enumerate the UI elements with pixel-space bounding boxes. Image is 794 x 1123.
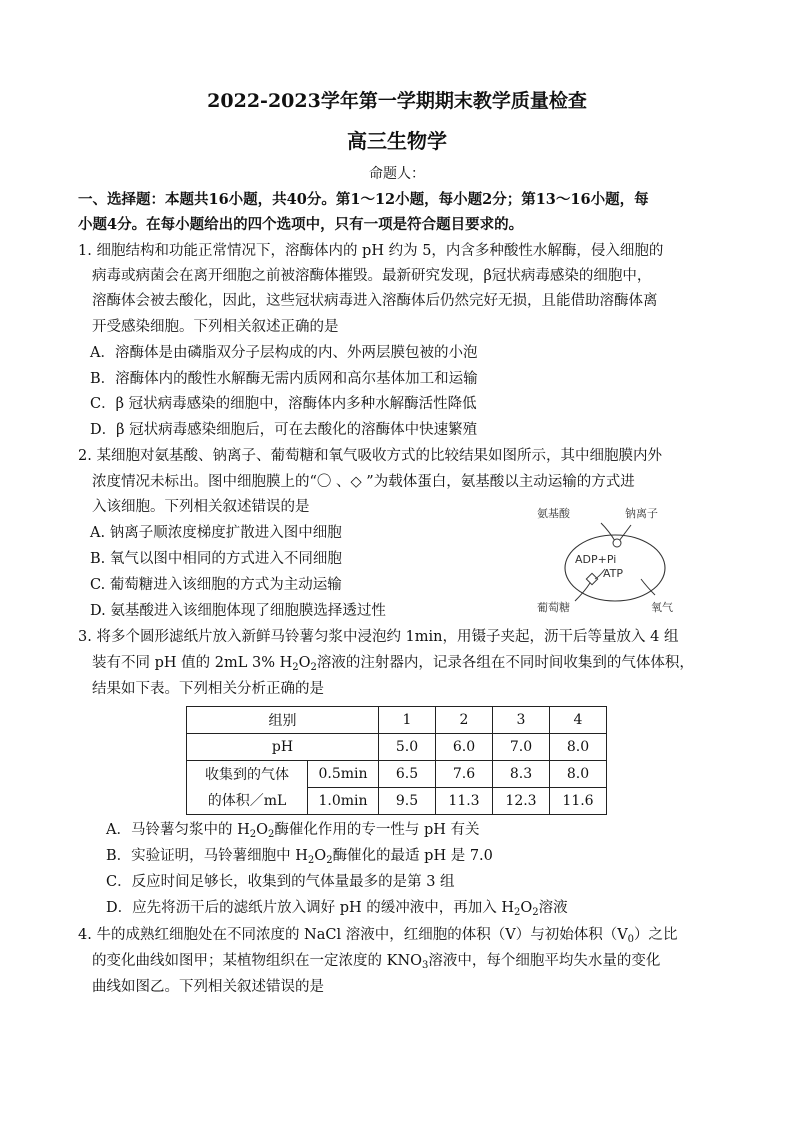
time-cell: 1.0min xyxy=(308,788,379,815)
label-sodium: 钠离子 xyxy=(625,507,658,520)
header-volume xyxy=(187,761,308,815)
q1-option-a: A．溶酶体是由磷脂双分子层构成的内、外两层膜包被的小泡 xyxy=(90,345,478,361)
group-cell: 2 xyxy=(436,707,493,734)
q1-stem-line4: 开受感染细胞。下列相关叙述正确的是 xyxy=(92,319,339,335)
exam-subject: 高三生物学 xyxy=(347,129,447,153)
label-adp: ADP+Pi xyxy=(575,553,617,566)
ph-results-table xyxy=(186,706,607,815)
q3-option-c: C．反应时间足够长，收集到的气体量最多的是第 3 组 xyxy=(106,874,455,890)
time-cell: 0.5min xyxy=(308,761,379,788)
volume-cell: 11.3 xyxy=(436,788,493,815)
q4-l2-post: 溶液中，每个细胞平均失水量的变化 xyxy=(428,953,661,969)
sub: 2 xyxy=(514,907,521,918)
label-oxygen: 氧气 xyxy=(651,601,673,614)
carrier-circle-icon xyxy=(613,539,621,547)
q3-a-pre: A．马铃薯匀浆中的 H xyxy=(106,822,250,838)
section-line-1: 一、选择题：本题共16小题，共40分。第1～12小题，每小题2分；第13～16小题，每 xyxy=(78,191,649,208)
q2-option-b: B. 氧气以图中相同的方式进入不同细胞 xyxy=(90,551,342,567)
sub: 2 xyxy=(532,907,539,918)
volume-cell: 8.0 xyxy=(550,761,607,788)
volume-cell: 12.3 xyxy=(493,788,550,815)
header-volume-line1: 收集到的气体 xyxy=(205,766,289,783)
q4-l1-pre: 4. 牛的成熟红细胞处在不同浓度的 NaCl 溶液中，红细胞的体积（V）与初始体积（V xyxy=(78,927,628,943)
q3-line2-post: 溶液的注射器内，记录各组在不同时间收集到的气体体积， xyxy=(316,655,694,671)
q4-stem-line1 xyxy=(78,925,678,950)
carrier-diamond-icon xyxy=(586,573,597,584)
q2-option-c: C. 葡萄糖进入该细胞的方式为主动运输 xyxy=(90,577,342,593)
q4-l2-sub: 3 xyxy=(422,960,429,971)
label-atp: ATP xyxy=(603,567,624,580)
q1-stem-line3: 溶酶体会被去酸化，因此，这些冠状病毒进入溶酶体后仍然完好无损，且能借助溶酶体离 xyxy=(92,293,658,309)
o: O xyxy=(520,900,533,916)
q1-option-c: C．β 冠状病毒感染的细胞中，溶酶体内多种水解酶活性降低 xyxy=(90,396,477,412)
sodium-arrow xyxy=(619,525,631,541)
q3-line2-sub2: 2 xyxy=(310,662,317,673)
sub: 2 xyxy=(249,829,257,840)
group-cell: 4 xyxy=(550,707,607,734)
q1-option-b: B．溶酶体内的酸性水解酶无需内质网和高尔基体加工和运输 xyxy=(90,371,478,387)
header-volume-line2: 的体积／mL xyxy=(207,792,287,809)
group-cell: 3 xyxy=(493,707,550,734)
q2-option-d: D. 氨基酸进入该细胞体现了细胞膜选择透过性 xyxy=(90,603,386,619)
q4-stem-line2 xyxy=(92,951,660,976)
q4-l1-post: ）之比 xyxy=(634,927,678,943)
o: O xyxy=(256,822,268,838)
table-row xyxy=(187,734,607,761)
ph-cell: 6.0 xyxy=(436,734,493,761)
q2-stem-line3: 入该细胞。下列相关叙述错误的是 xyxy=(92,499,310,515)
q1-option-d: D．β 冠状病毒感染细胞后，可在去酸化的溶酶体中快速繁殖 xyxy=(90,422,478,438)
q2-option-a: A. 钠离子顺浓度梯度扩散进入图中细胞 xyxy=(90,525,342,541)
q2-stem-line1: 2. 某细胞对氨基酸、钠离子、葡萄糖和氧气吸收方式的比较结果如图所示，其中细胞膜内外 xyxy=(78,448,662,464)
volume-cell: 6.5 xyxy=(379,761,436,788)
author-label: 命题人： xyxy=(369,166,425,182)
sub: 2 xyxy=(326,855,333,866)
q3-a-post: 酶催化作用的专一性与 pH 有关 xyxy=(274,822,480,838)
ph-cell: 5.0 xyxy=(379,734,436,761)
q3-option-b xyxy=(106,846,493,871)
volume-cell: 7.6 xyxy=(436,761,493,788)
volume-cell: 8.3 xyxy=(493,761,550,788)
q3-stem-line1: 3. 将多个圆形滤纸片放入新鲜马铃薯匀浆中浸泡约 1min，用镊子夹起，沥干后等量放入 4 组 xyxy=(78,629,679,645)
q4-l1-sub: 0 xyxy=(627,934,635,945)
section-line-2: 小题4分。在每小题给出的四个选项中，只有一项是符合题目要求的。 xyxy=(78,216,524,233)
header-group: 组别 xyxy=(187,707,379,734)
q3-line2-sub1: 2 xyxy=(292,662,299,673)
label-glucose: 葡萄糖 xyxy=(537,601,570,614)
group-cell: 1 xyxy=(379,707,436,734)
q3-b-pre: B．实验证明，马铃薯细胞中 H xyxy=(106,848,308,864)
volume-cell: 9.5 xyxy=(379,788,436,815)
sub: 2 xyxy=(268,829,275,840)
table-row xyxy=(187,707,607,734)
q3-b-post: 酶催化的最适 pH 是 7.0 xyxy=(332,848,493,864)
volume-cell: 11.6 xyxy=(550,788,607,815)
ph-cell: 8.0 xyxy=(550,734,607,761)
q3-line2-pre: 装有不同 pH 值的 2mL 3% H xyxy=(92,655,293,671)
q3-stem-line3: 结果如下表。下列相关分析正确的是 xyxy=(92,681,324,697)
q1-stem-line1: 1. 细胞结构和功能正常情况下，溶酶体内的 pH 约为 5，内含多种酸性水解酶，侵入细胞的 xyxy=(78,243,664,259)
o: O xyxy=(314,848,327,864)
q4-stem-line3: 曲线如图乙。下列相关叙述错误的是 xyxy=(92,979,324,995)
q3-option-a xyxy=(106,820,480,845)
q3-stem-line2 xyxy=(92,653,694,678)
section-instructions xyxy=(78,187,728,237)
q1-stem-line2: 病毒或病菌会在离开细胞之前被溶酶体摧毁。最新研究发现，β冠状病毒感染的细胞中， xyxy=(92,268,652,284)
header-ph: pH xyxy=(187,734,379,761)
glucose-arrow xyxy=(575,583,590,601)
exam-title: 2022-2023学年第一学期期末教学质量检查 xyxy=(207,90,587,112)
ph-cell: 7.0 xyxy=(493,734,550,761)
q4-l2-pre: 的变化曲线如图甲；某植物组织在一定浓度的 KNO xyxy=(92,953,423,969)
q3-d-pre: D．应先将沥干后的滤纸片放入调好 pH 的缓冲液中，再加入 H xyxy=(106,900,515,916)
q3-option-d xyxy=(106,898,568,923)
q3-d-post: 溶液 xyxy=(538,900,568,916)
sub: 2 xyxy=(307,855,315,866)
q2-stem-line2: 浓度情况未标出。图中细胞膜上的“〇 、◇ ”为载体蛋白，氨基酸以主动运输的方式进 xyxy=(92,474,635,490)
membrane-transport-figure xyxy=(535,503,715,618)
amino-arrow xyxy=(601,523,615,541)
q3-line2-mid: O xyxy=(298,655,311,671)
table-row xyxy=(187,761,607,788)
label-amino-acid: 氨基酸 xyxy=(537,507,570,520)
